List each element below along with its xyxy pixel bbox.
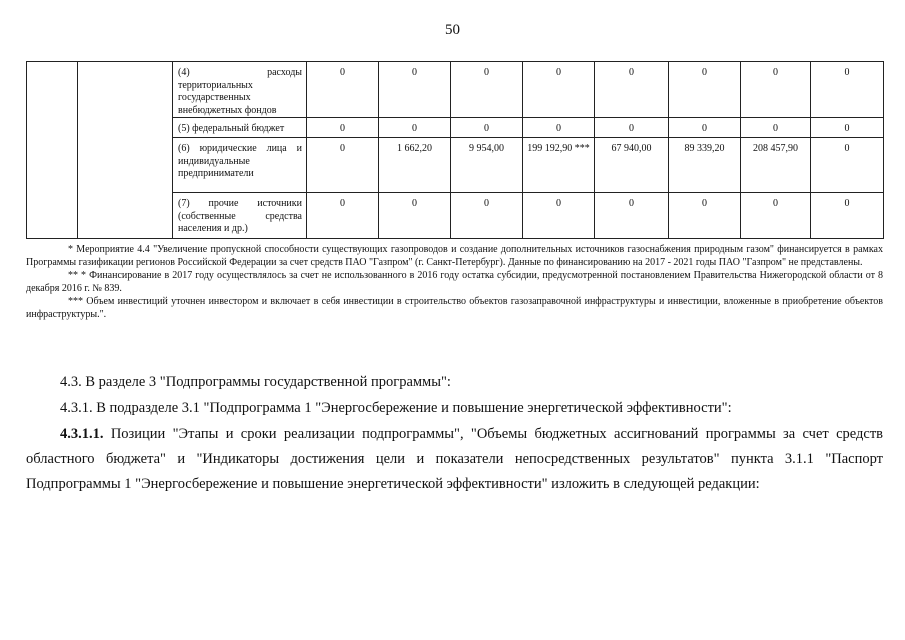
table-cell: 0 bbox=[741, 118, 811, 138]
table-cell: 0 bbox=[451, 193, 523, 239]
table-cell: 0 bbox=[523, 62, 595, 118]
funding-table bbox=[26, 61, 884, 239]
table-cell: 0 bbox=[811, 62, 884, 118]
table-cell: 9 954,00 bbox=[451, 138, 523, 193]
table-cell: 208 457,90 bbox=[741, 138, 811, 193]
table-cell: 0 bbox=[595, 118, 669, 138]
footnotes bbox=[26, 243, 883, 321]
row-label: (4) расходы территориальных государственных внебюджетных фондов bbox=[173, 62, 307, 118]
table-cell: 0 bbox=[307, 118, 379, 138]
table-cell: 0 bbox=[307, 62, 379, 118]
row-label: (5) федеральный бюджет bbox=[173, 118, 307, 138]
table-cell: 0 bbox=[811, 193, 884, 239]
table-cell: 0 bbox=[669, 193, 741, 239]
blank-cell bbox=[78, 62, 173, 239]
row-label: (6) юридические лица и индивидуальные предприниматели bbox=[173, 138, 307, 193]
table-row bbox=[27, 62, 884, 118]
row-label: (7) прочие источники (собственные средства населения и др.) bbox=[173, 193, 307, 239]
table-cell: 0 bbox=[669, 62, 741, 118]
table-cell: 199 192,90 *** bbox=[523, 138, 595, 193]
table-cell: 0 bbox=[379, 62, 451, 118]
table-cell: 0 bbox=[741, 62, 811, 118]
table-cell: 0 bbox=[451, 118, 523, 138]
table-cell: 0 bbox=[379, 118, 451, 138]
table-cell: 0 bbox=[307, 138, 379, 193]
table-cell: 0 bbox=[307, 193, 379, 239]
footnote: *** Объем инвестиций уточнен инвестором и включает в себя инвестиции в строительство объектов газозаправочной инфраструктуры и инвестиции, вложенные в приобретение объектов инфраструктуры.". bbox=[26, 296, 883, 320]
section-4-3-1-heading: 4.3.1. В подразделе 3.1 "Подпрограмма 1 "Энергосбережение и повышение энергетической эффективности": bbox=[60, 400, 732, 416]
table-cell: 0 bbox=[669, 118, 741, 138]
table-cell: 0 bbox=[451, 62, 523, 118]
clause-number: 4.3.1.1. bbox=[60, 426, 104, 442]
table-cell: 0 bbox=[595, 62, 669, 118]
table-cell: 0 bbox=[741, 193, 811, 239]
page-number: 50 bbox=[445, 22, 460, 38]
footnote: * Мероприятие 4.4 "Увеличение пропускной способности существующих газопроводов и создание дополнительных источников газоснабжения природным газом" финансируется в рамках Программы газификации регионов Российской Федерации за счет средств ПАО "Газпром" (г. Санкт-Петербург). Данные по финансированию на 2017 - 2021 годы ПАО "Газпром" не представлены. bbox=[26, 244, 883, 268]
table-cell: 0 bbox=[523, 193, 595, 239]
table-cell: 67 940,00 bbox=[595, 138, 669, 193]
table-cell: 0 bbox=[811, 138, 884, 193]
table-cell: 0 bbox=[379, 193, 451, 239]
table-cell: 0 bbox=[811, 118, 884, 138]
blank-cell bbox=[27, 62, 78, 239]
section-4-3-heading: 4.3. В разделе 3 "Подпрограммы государственной программы": bbox=[60, 374, 451, 390]
table-cell: 0 bbox=[523, 118, 595, 138]
table-cell: 1 662,20 bbox=[379, 138, 451, 193]
table-cell: 0 bbox=[595, 193, 669, 239]
footnote: ** * Финансирование в 2017 году осуществлялось за счет не использованного в 2016 году остатка субсидии, предусмотренной постановлением Правительства Нижегородской области от 8 декабря 2016 г. № 839. bbox=[26, 270, 883, 294]
section-4-3-1-1-paragraph bbox=[26, 422, 883, 497]
table-cell: 89 339,20 bbox=[669, 138, 741, 193]
clause-text: Позиции "Этапы и сроки реализации подпрограммы", "Объемы бюджетных ассигнований программы за счет средств областного бюджета" и "Индикаторы достижения цели и показатели непосредственных результатов" пункта 3.1.1 "Паспорт Подпрограммы 1 "Энергосбережение и повышение энергетической эффективности" изложить в следующей редакции: bbox=[26, 426, 883, 492]
